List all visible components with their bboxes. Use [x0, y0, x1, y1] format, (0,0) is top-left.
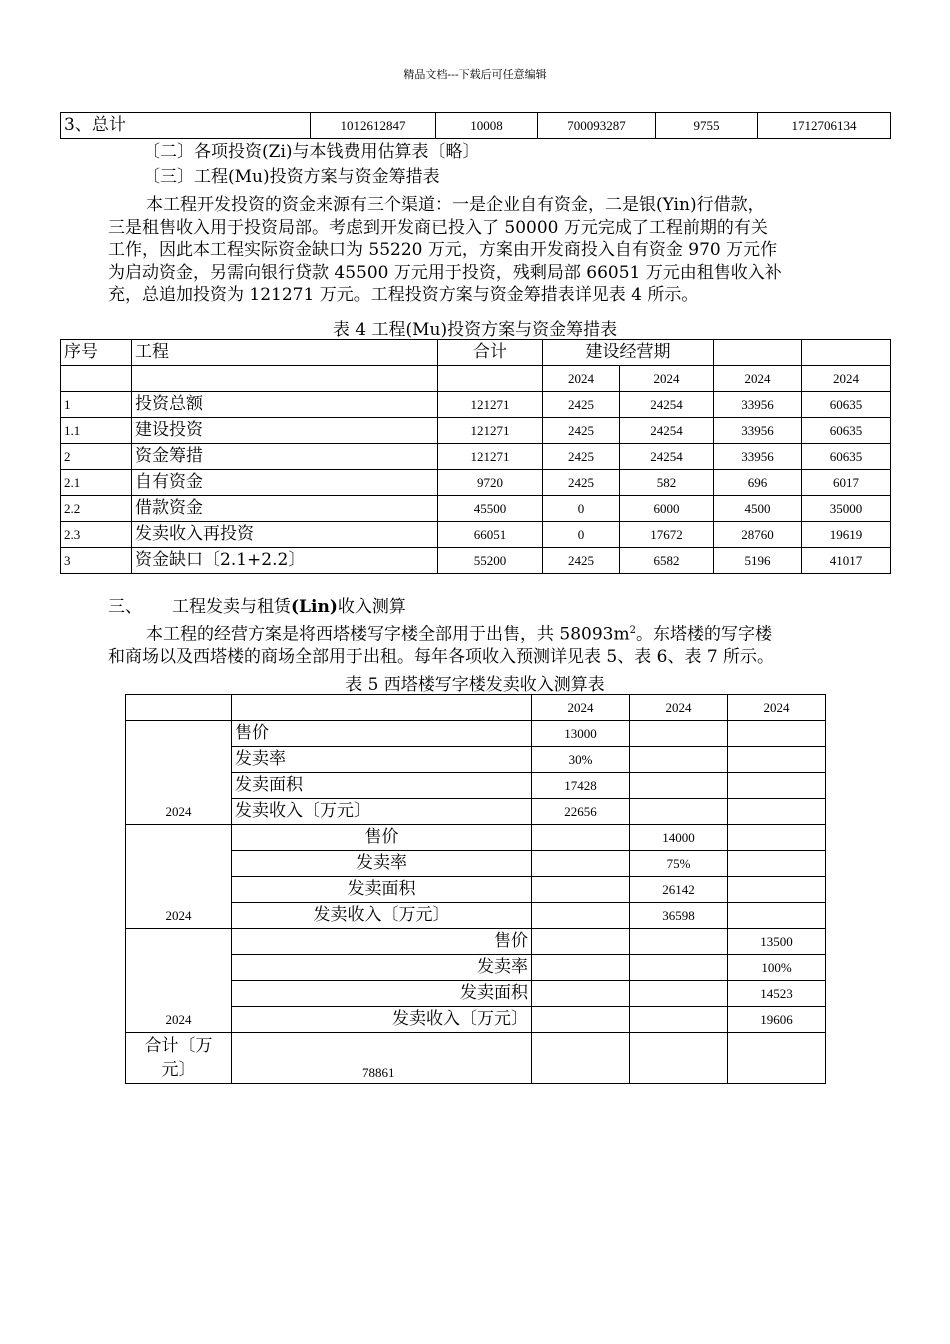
section-title-end: 收入测算	[337, 597, 406, 617]
paragraph-line: 本工程的经营方案是将西塔楼写字楼全部用于出售，共 $58093m^2$。东塔楼的写字楼	[146, 624, 772, 645]
table-year-row	[126, 695, 826, 721]
section-title-pinyin: (Lin)	[291, 597, 338, 617]
header-seq: 序号	[61, 340, 132, 366]
year-cell: 2024	[714, 366, 802, 392]
header-period: 建设经营期	[543, 340, 714, 366]
group-year: 2024	[126, 721, 232, 825]
table-row: 1.1 建设投资 121271 2425 24254 33956 60635	[61, 418, 891, 444]
table-row: 2024 售价 14000	[126, 825, 826, 851]
group-year: 2024	[126, 929, 232, 1033]
table-row: 2.2 借款资金 45500 0 6000 4500 35000	[61, 496, 891, 522]
table-row: 发卖率 30%	[126, 747, 826, 773]
year-cell: 2024	[620, 366, 714, 392]
total-cell: 10008	[436, 113, 538, 139]
paragraph-line: 三是租售收入用于投资局部。考虑到开发商已投入了 50000 万元完成了工程前期的有关	[108, 217, 768, 238]
table4	[60, 339, 891, 574]
table-row: 发卖收入〔万元〕 19606	[126, 1007, 826, 1033]
table-row: 发卖率 75%	[126, 851, 826, 877]
table4-caption: 表 4 工程(Mu)投资方案与资金筹措表	[332, 320, 618, 340]
section-heading-3: 〔三〕工程(Mu)投资方案与资金筹措表	[143, 167, 440, 187]
year-cell: 2024	[543, 366, 620, 392]
table-row: 发卖面积 26142	[126, 877, 826, 903]
header-item: 工程	[132, 340, 438, 366]
year-cell: 2024	[728, 695, 826, 721]
paragraph-line: 充，总追加投资为 121271 万元。工程投资方案与资金筹措表详见表 4 所示。	[108, 285, 699, 305]
year-cell: 2024	[532, 695, 630, 721]
section-heading-2: 〔二〕各项投资(Zi)与本钱费用估算表〔略〕	[143, 142, 480, 162]
table5	[125, 694, 826, 1084]
year-cell: 2024	[630, 695, 728, 721]
table-row: 2.3 发卖收入再投资 66051 0 17672 28760 19619	[61, 522, 891, 548]
total-value: 78861	[232, 1033, 532, 1084]
paragraph-line: 本工程开发投资的资金来源有三个渠道：一是企业自有资金，二是银(Yin)行借款，	[146, 195, 765, 215]
table-row: 发卖面积 17428	[126, 773, 826, 799]
section-number: 三、	[108, 597, 142, 617]
total-cell: 1712706134	[758, 113, 891, 139]
table-row: 3 资金缺口〔2.1+2.2〕 55200 2425 6582 5196 41017	[61, 548, 891, 574]
total-label: 合计〔万 元〕	[126, 1033, 232, 1084]
table-row: 1 投资总额 121271 2425 24254 33956 60635	[61, 392, 891, 418]
paragraph-line: 和商场以及西塔楼的商场全部用于出租。每年各项收入预测详见表 5、表 6、表 7 所示。	[108, 647, 775, 668]
table-row: 2024 售价 13500	[126, 929, 826, 955]
table-row: 2024 售价 13000	[126, 721, 826, 747]
table-row: 2 资金筹措 121271 2425 24254 33956 60635	[61, 444, 891, 470]
table-row: 发卖率 100%	[126, 955, 826, 981]
table-row: 2.1 自有资金 9720 2425 582 696 6017	[61, 470, 891, 496]
table-row: 发卖收入〔万元〕 22656	[126, 799, 826, 825]
total-cell: 700093287	[538, 113, 656, 139]
header-total: 合计	[438, 340, 543, 366]
paragraph-line: 为启动资金，另需向银行贷款 45500 万元用于投资，残剩局部 66051 万元由租售收入补	[108, 262, 782, 283]
table-row: 发卖收入〔万元〕 36598	[126, 903, 826, 929]
section-heading-three	[108, 596, 406, 619]
paragraph-funding	[108, 194, 848, 307]
table-row	[61, 113, 891, 139]
section-title: 工程发卖与租赁	[172, 597, 291, 617]
total-row-table	[60, 112, 891, 139]
total-cell: 1012612847	[311, 113, 436, 139]
group-year: 2024	[126, 825, 232, 929]
page-header: 精品文档---下载后可任意编辑	[403, 68, 547, 81]
table-header-row	[61, 340, 891, 366]
table5-caption: 表 5 西塔楼写字楼发卖收入测算表	[345, 675, 605, 695]
total-cell: 9755	[656, 113, 758, 139]
table-row: 发卖面积 14523	[126, 981, 826, 1007]
total-label: 3、总计	[61, 113, 311, 139]
paragraph-line: 工作，因此本工程实际资金缺口为 55220 万元，方案由开发商投入自有资金 970 万元作	[108, 240, 778, 260]
paragraph-sales	[108, 620, 848, 669]
table-total-row	[126, 1033, 826, 1084]
table-year-row	[61, 366, 891, 392]
year-cell: 2024	[802, 366, 891, 392]
